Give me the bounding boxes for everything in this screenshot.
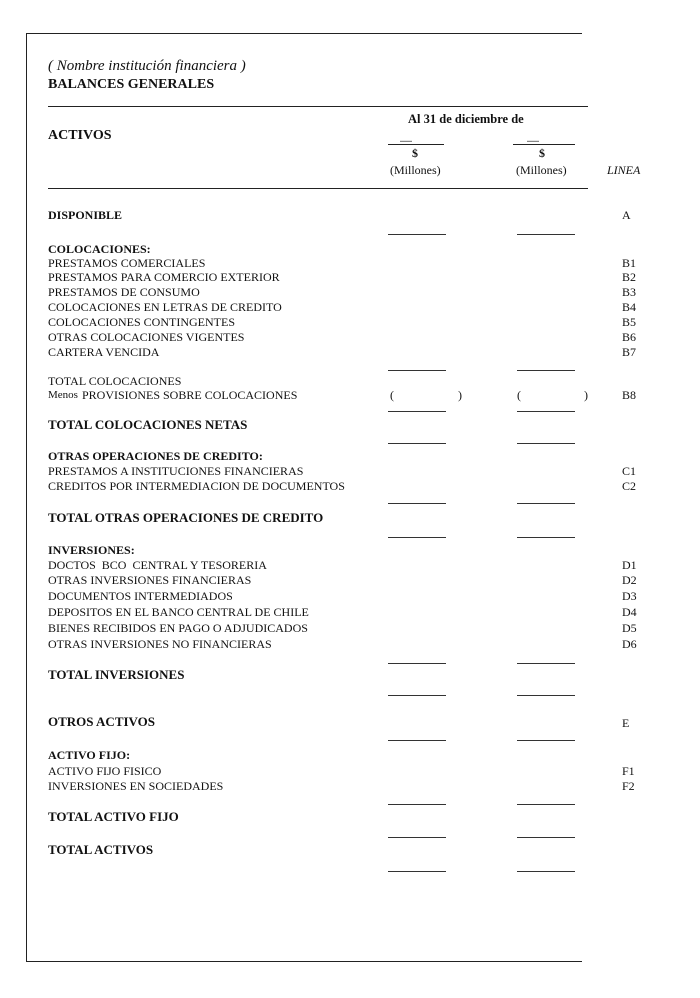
otras-ops-label: CREDITOS POR INTERMEDIACION DE DOCUMENTOS [48,479,345,493]
amount-line [388,695,446,696]
amount-line [517,411,575,412]
amount-line [517,804,575,805]
inversion-label: OTRAS INVERSIONES FINANCIERAS [48,573,252,587]
provisiones-code: B8 [622,388,637,402]
row-disponible-label: DISPONIBLE [48,208,123,222]
year-placeholder-2: ...... [527,135,539,144]
colocacion-code: B3 [622,285,637,299]
total-colocaciones-netas-label: TOTAL COLOCACIONES NETAS [48,417,248,432]
colocacion-code: B1 [622,256,637,270]
amount-line [388,370,446,371]
inversion-code: D5 [622,621,637,635]
paren-open-2: ( [517,388,521,402]
activo-fijo-label: ACTIVO FIJO FISICO [48,764,162,778]
colocacion-label: COLOCACIONES EN LETRAS DE CREDITO [48,300,282,314]
amount-line [517,695,575,696]
institution-name-placeholder: ( Nombre institución financiera ) [48,58,246,74]
amount-line [388,871,446,872]
date-label: Al 31 de diciembre de [408,112,524,126]
total-inversiones-label: TOTAL INVERSIONES [48,667,185,682]
year-underline-2 [513,144,575,145]
colocacion-label: PRESTAMOS PARA COMERCIO EXTERIOR [48,270,280,284]
year-underline-1 [388,144,444,145]
report-title: BALANCES GENERALES [48,77,215,92]
amount-line [517,370,575,371]
colocaciones-heading: COLOCACIONES: [48,242,151,256]
amount-line [517,837,575,838]
amount-line [517,443,575,444]
otras-ops-code: C2 [622,479,637,493]
inversion-code: D6 [622,637,637,651]
otras-ops-heading: OTRAS OPERACIONES DE CREDITO: [48,449,263,463]
total-colocaciones-label: TOTAL COLOCACIONES [48,374,182,388]
header-top-rule [48,106,588,107]
total-activo-fijo-label: TOTAL ACTIVO FIJO [48,809,179,824]
amount-line [388,837,446,838]
units-2: (Millones) [516,163,567,177]
paren-close-2: ) [584,388,588,402]
otros-activos-label: OTROS ACTIVOS [48,714,156,729]
colocacion-code: B6 [622,330,637,344]
total-otras-ops-label: TOTAL OTRAS OPERACIONES DE CREDITO [48,510,324,525]
otros-activos-code: E [622,716,630,730]
inversion-label: DOCUMENTOS INTERMEDIADOS [48,589,233,603]
inversion-label: OTRAS INVERSIONES NO FINANCIERAS [48,637,272,651]
inversion-label: BIENES RECIBIDOS EN PAGO O ADJUDICADOS [48,621,308,635]
amount-line [388,503,446,504]
amount-line [388,537,446,538]
otras-ops-code: C1 [622,464,637,478]
paren-open-1: ( [390,388,394,402]
paren-close-1: ) [458,388,462,402]
row-disponible-code: A [622,208,631,222]
currency-1: $ [412,146,418,160]
year-placeholder-1: ...... [400,135,412,144]
section-title: ACTIVOS [48,128,112,143]
header-bottom-rule [48,188,588,189]
total-activos-label: TOTAL ACTIVOS [48,842,154,857]
colocacion-code: B7 [622,345,637,359]
menos-prefix: Menos [48,389,78,401]
amount-line [388,804,446,805]
activo-fijo-heading: ACTIVO FIJO: [48,748,131,762]
colocacion-label: PRESTAMOS COMERCIALES [48,256,206,270]
colocacion-label: COLOCACIONES CONTINGENTES [48,315,235,329]
colocacion-label: CARTERA VENCIDA [48,345,160,359]
activo-fijo-code: F1 [622,764,635,778]
inversion-label: DOCTOS BCO CENTRAL Y TESORERIA [48,558,267,572]
colocacion-label: OTRAS COLOCACIONES VIGENTES [48,330,245,344]
inversion-label: DEPOSITOS EN EL BANCO CENTRAL DE CHILE [48,605,309,619]
activo-fijo-label: INVERSIONES EN SOCIEDADES [48,779,224,793]
inversion-code: D1 [622,558,637,572]
otras-ops-label: PRESTAMOS A INSTITUCIONES FINANCIERAS [48,464,304,478]
colocacion-code: B2 [622,270,637,284]
amount-line [517,537,575,538]
inversion-code: D4 [622,605,637,619]
amount-line [388,740,446,741]
inversion-code: D2 [622,573,637,587]
currency-2: $ [539,146,545,160]
amount-line [388,411,446,412]
units-1: (Millones) [390,163,441,177]
activo-fijo-code: F2 [622,779,635,793]
amount-line [517,234,575,235]
provisiones-label: PROVISIONES SOBRE COLOCACIONES [82,388,298,402]
amount-line [388,663,446,664]
colocacion-code: B4 [622,300,637,314]
amount-line [388,443,446,444]
amount-line [517,663,575,664]
colocacion-label: PRESTAMOS DE CONSUMO [48,285,200,299]
amount-line [388,234,446,235]
line-header: LINEA [607,163,641,177]
amount-line [517,503,575,504]
bottom-border [26,961,582,962]
amount-line [517,871,575,872]
top-border [26,33,582,34]
amount-line [517,740,575,741]
inversiones-heading: INVERSIONES: [48,543,135,557]
left-border [26,33,27,961]
inversion-code: D3 [622,589,637,603]
colocacion-code: B5 [622,315,637,329]
